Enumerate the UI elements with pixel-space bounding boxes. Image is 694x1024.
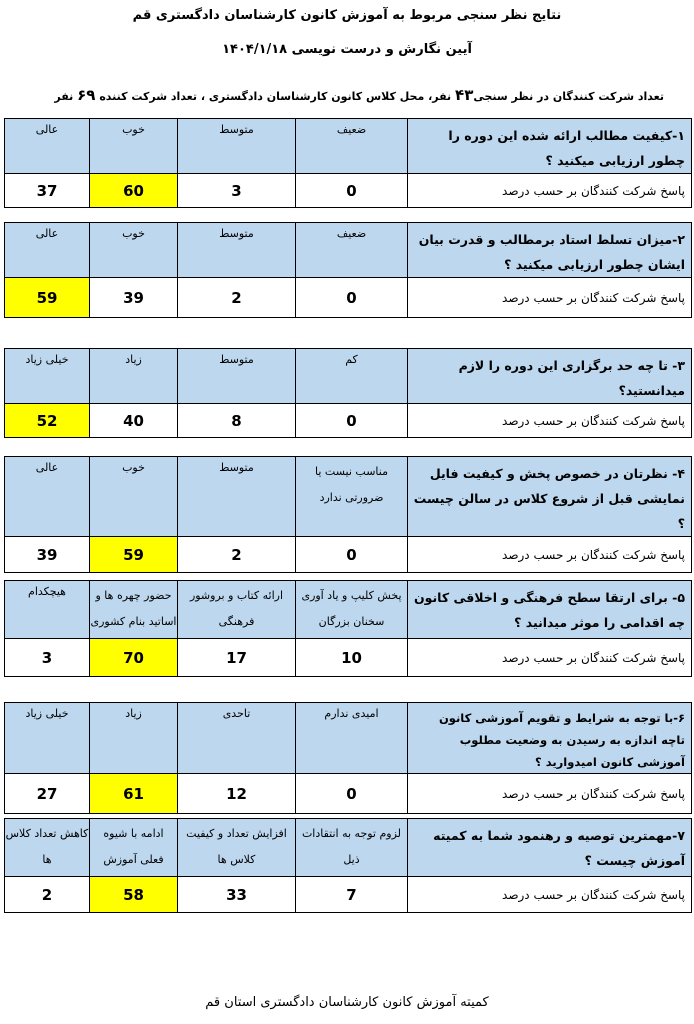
option-label: ضعیف xyxy=(296,223,408,278)
info-prefix: تعداد شرکت کنندگان در نظر سنجی xyxy=(473,90,664,103)
row-label: پاسخ شرکت کنندگان بر حسب درصد xyxy=(408,639,692,677)
option-label: ضعیف xyxy=(296,119,408,174)
option-label: ارائه کتاب و بروشور فرهنگی xyxy=(178,581,296,639)
value-cell: 2 xyxy=(5,877,90,913)
footer-text: کمیته آموزش کانون کارشناسان دادگستری استان قم xyxy=(205,995,489,1010)
question-table-5 xyxy=(4,580,692,677)
value-cell: 0 xyxy=(296,774,408,814)
value-cell: 3 xyxy=(178,174,296,208)
value-cell-highlighted: 60 xyxy=(90,174,178,208)
question-text: ۴- نظرتان در خصوص پخش و کیفیت فایل نمایشی قبل از شروع کلاس در سالن چیست ؟ xyxy=(408,457,692,537)
question-text: ۳- تا چه حد برگزاری این دوره را لازم میدانستید؟ xyxy=(408,349,692,404)
option-label: خیلی زیاد xyxy=(5,349,90,404)
value-cell: 40 xyxy=(90,404,178,438)
option-label: امیدی ندارم xyxy=(296,703,408,774)
value-cell-highlighted: 70 xyxy=(90,639,178,677)
option-label: لزوم توجه به انتقادات ذیل xyxy=(296,819,408,877)
value-cell: 0 xyxy=(296,537,408,573)
question-table-7 xyxy=(4,818,692,913)
report-subtitle: آیین نگارش و درست نویسی ۱۴۰۴/۱/۱۸ xyxy=(222,42,472,57)
question-text: ۶-با توجه به شرایط و تقویم آموزشی کانون تاچه اندازه به رسیدن به وضعیت مطلوب آموزشی کانون امیدوارید ؟ xyxy=(408,703,692,774)
option-label: حضور چهره ها و اساتید بنام کشوری xyxy=(90,581,178,639)
option-label: متوسط xyxy=(178,457,296,537)
option-label: خوب xyxy=(90,119,178,174)
option-label: متوسط xyxy=(178,223,296,278)
option-label: متوسط xyxy=(178,119,296,174)
value-cell: 0 xyxy=(296,278,408,318)
row-label: پاسخ شرکت کنندگان بر حسب درصد xyxy=(408,877,692,913)
row-label: پاسخ شرکت کنندگان بر حسب درصد xyxy=(408,404,692,438)
question-text: ۵- برای ارتقا سطح فرهنگی و اخلاقی کانون چه اقدامی را موثر میدانید ؟ xyxy=(408,581,692,639)
value-cell: 0 xyxy=(296,404,408,438)
question-text: ۲-میزان تسلط استاد برمطالب و قدرت بیان ایشان چطور ارزیابی میکنید ؟ xyxy=(408,223,692,278)
value-cell: 2 xyxy=(178,278,296,318)
question-text: ۱-کیفیت مطالب ارائه شده این دوره را چطور ارزیابی میکنید ؟ xyxy=(408,119,692,174)
value-cell: 10 xyxy=(296,639,408,677)
info-middle: نفر، محل کلاس کانون کارشناسان دادگستری ، تعداد شرکت کننده xyxy=(99,90,452,103)
option-label: متوسط xyxy=(178,349,296,404)
option-label: عالی xyxy=(5,119,90,174)
value-cell: 2 xyxy=(178,537,296,573)
participants-info xyxy=(0,86,664,104)
row-label: پاسخ شرکت کنندگان بر حسب درصد xyxy=(408,278,692,318)
option-label: زیاد xyxy=(90,349,178,404)
question-table-2 xyxy=(4,222,692,318)
value-cell: 17 xyxy=(178,639,296,677)
value-cell: 0 xyxy=(296,174,408,208)
value-cell-highlighted: 59 xyxy=(90,537,178,573)
option-label: مناسب نیست یا ضرورتی ندارد xyxy=(296,457,408,537)
value-cell-highlighted: 52 xyxy=(5,404,90,438)
question-text: ۷-مهمترین توصیه و رهنمود شما به کمیته آموزش چیست ؟ xyxy=(408,819,692,877)
info-suffix: نفر xyxy=(54,90,74,103)
row-label: پاسخ شرکت کنندگان بر حسب درصد xyxy=(408,174,692,208)
option-label: زیاد xyxy=(90,703,178,774)
option-label: خوب xyxy=(90,457,178,537)
value-cell: 39 xyxy=(5,537,90,573)
option-label: عالی xyxy=(5,457,90,537)
value-cell: 8 xyxy=(178,404,296,438)
value-cell: 39 xyxy=(90,278,178,318)
option-label: تاحدی xyxy=(178,703,296,774)
report-title: نتایج نظر سنجی مربوط به آموزش کانون کارشناسان دادگستری قم xyxy=(132,8,562,23)
option-label: خوب xyxy=(90,223,178,278)
option-label: کاهش تعداد کلاس ها xyxy=(5,819,90,877)
value-cell-highlighted: 59 xyxy=(5,278,90,318)
value-cell-highlighted: 58 xyxy=(90,877,178,913)
option-label: کم xyxy=(296,349,408,404)
option-label: هیچکدام xyxy=(5,581,90,639)
option-label: خیلی زیاد xyxy=(5,703,90,774)
question-table-3 xyxy=(4,348,692,438)
question-table-6 xyxy=(4,702,692,814)
question-table-4 xyxy=(4,456,692,573)
value-cell: 33 xyxy=(178,877,296,913)
option-label: ادامه با شیوه فعلی آموزش xyxy=(90,819,178,877)
info-total: ۶۹ xyxy=(77,86,96,104)
row-label: پاسخ شرکت کنندگان بر حسب درصد xyxy=(408,774,692,814)
value-cell: 3 xyxy=(5,639,90,677)
value-cell: 27 xyxy=(5,774,90,814)
row-label: پاسخ شرکت کنندگان بر حسب درصد xyxy=(408,537,692,573)
option-label: پخش کلیپ و یاد آوری سخنان بزرگان xyxy=(296,581,408,639)
value-cell: 37 xyxy=(5,174,90,208)
info-count: ۴۳ xyxy=(455,86,474,104)
option-label: عالی xyxy=(5,223,90,278)
value-cell: 12 xyxy=(178,774,296,814)
value-cell: 7 xyxy=(296,877,408,913)
option-label: افزایش تعداد و کیفیت کلاس ها xyxy=(178,819,296,877)
value-cell-highlighted: 61 xyxy=(90,774,178,814)
question-table-1 xyxy=(4,118,692,208)
